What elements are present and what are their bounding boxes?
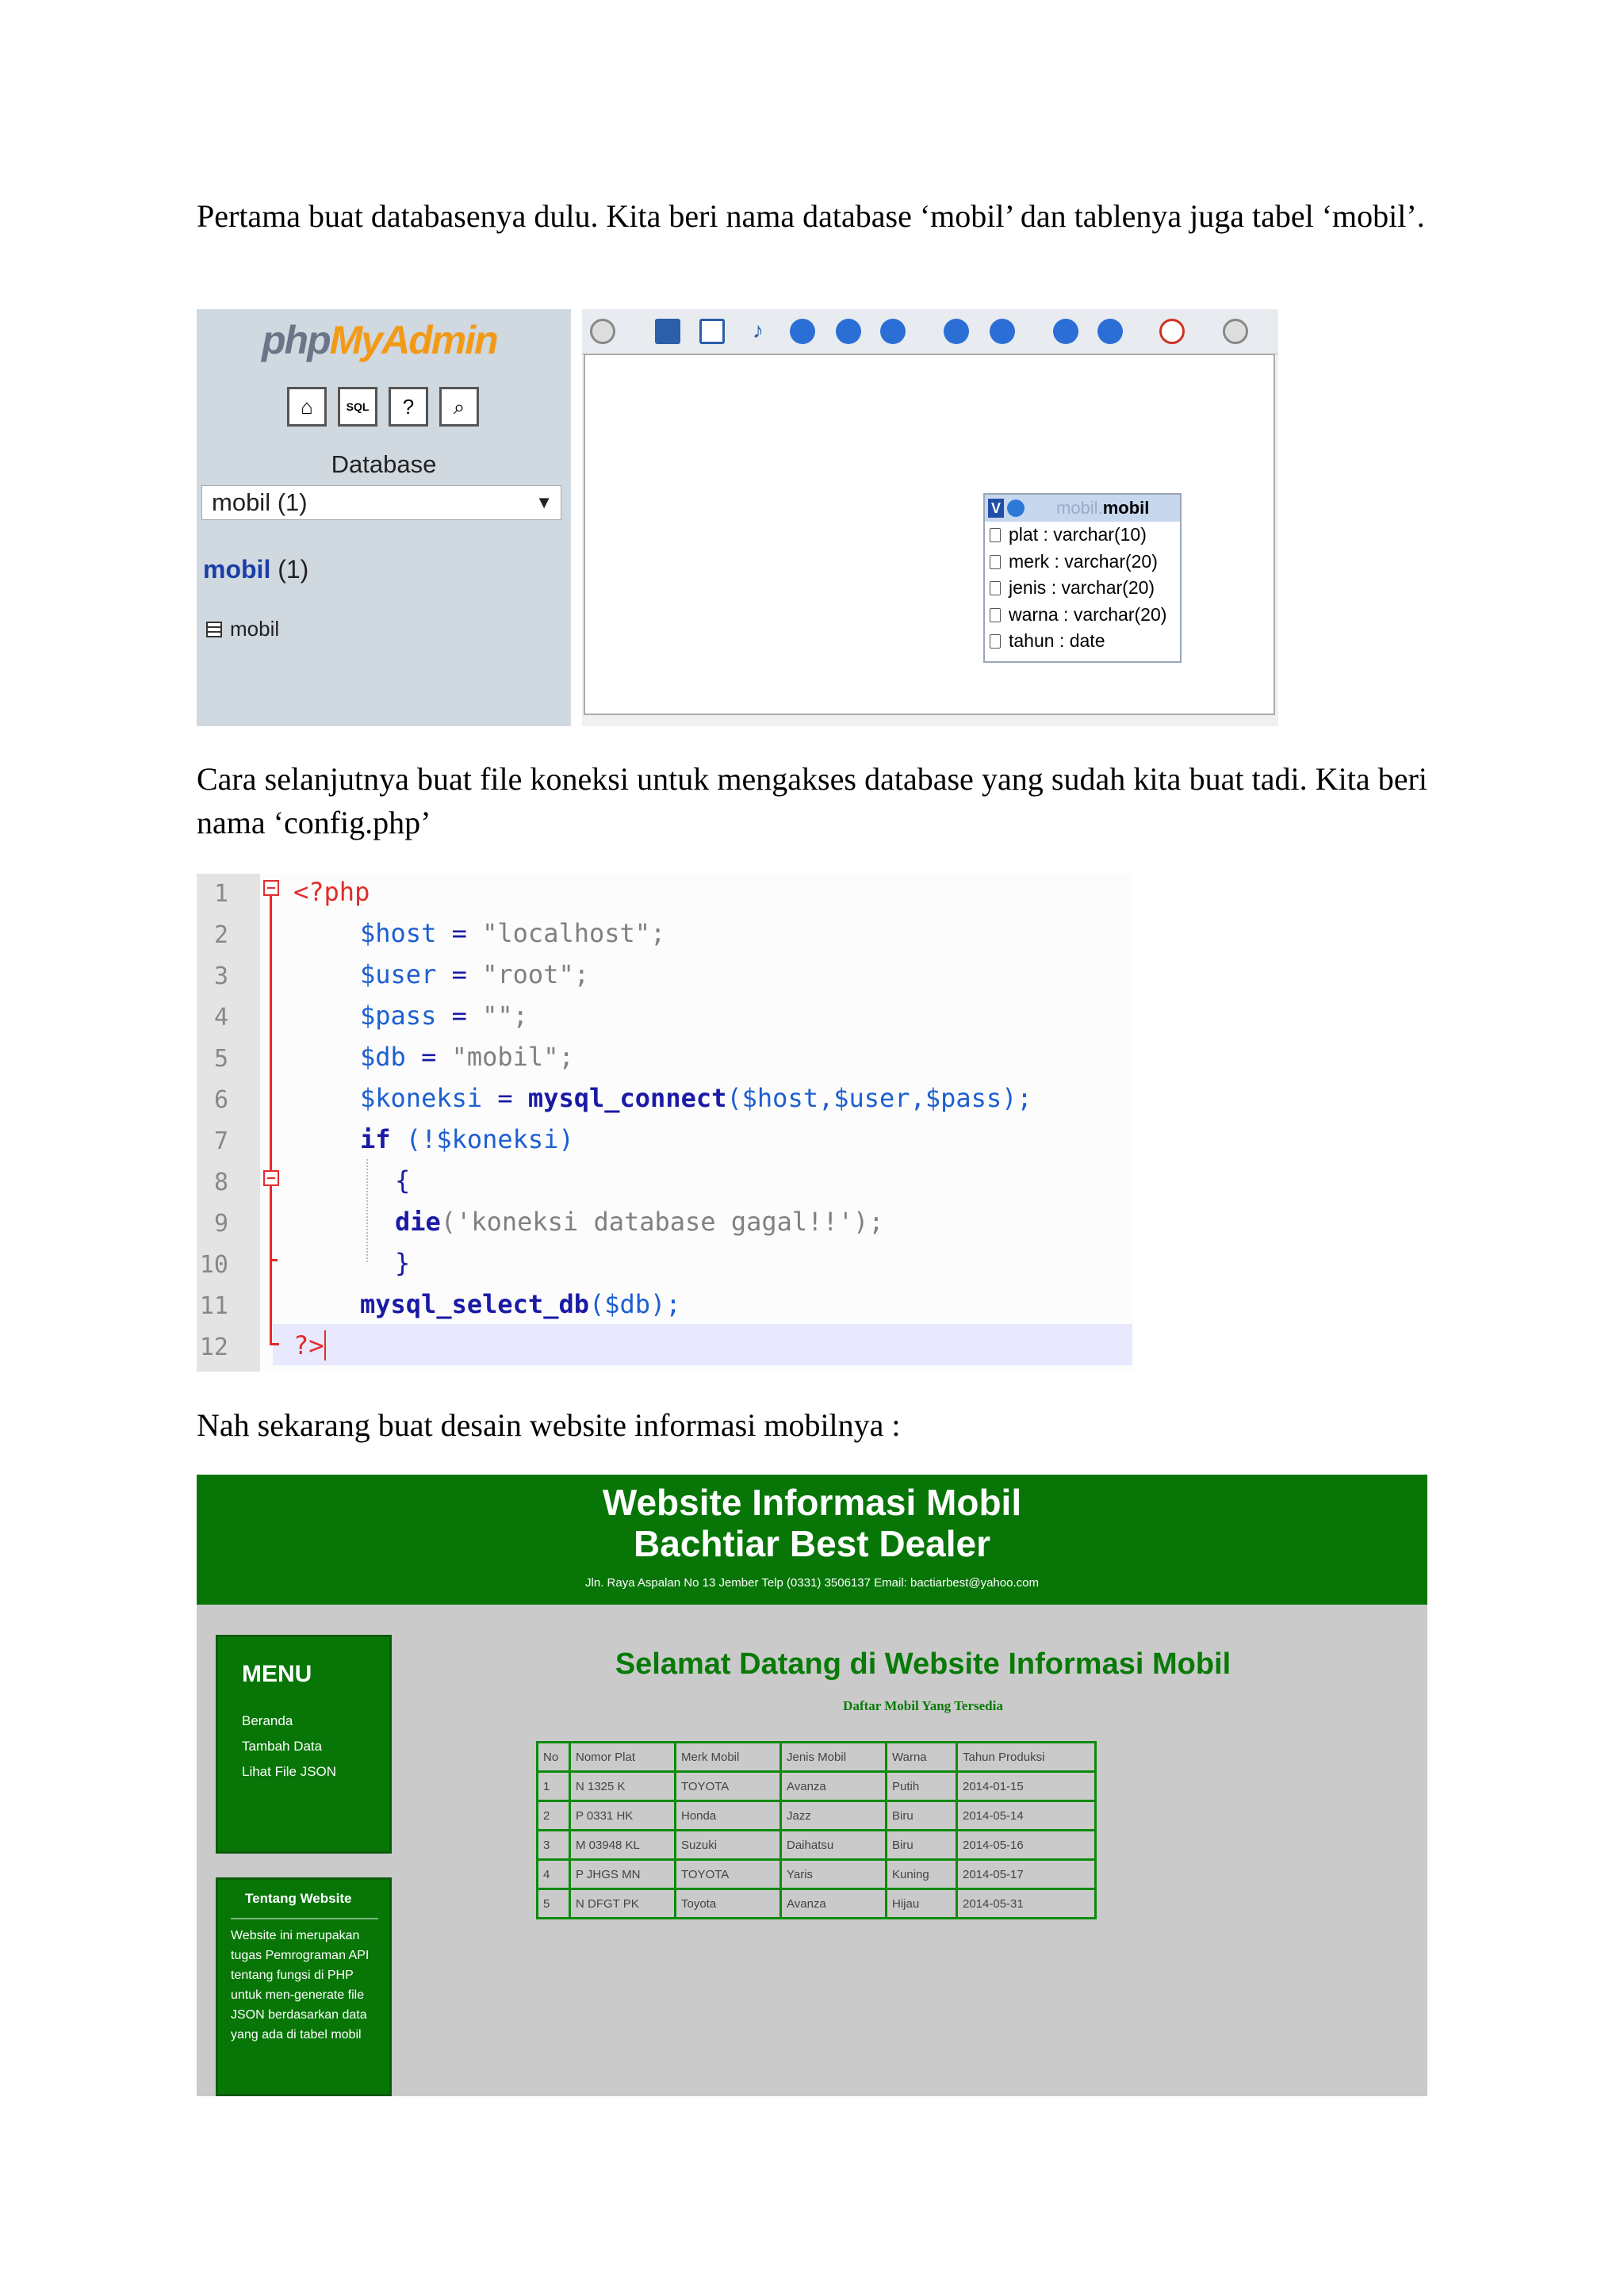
field-icon: [990, 608, 1001, 622]
menu-panel: [216, 1635, 392, 1854]
next-icon[interactable]: [1223, 319, 1248, 344]
column-header: No: [538, 1743, 570, 1772]
field-icon: [990, 555, 1001, 569]
table-cell: M 03948 KL: [570, 1831, 676, 1860]
relation-icon[interactable]: ♪: [753, 319, 764, 343]
designer-table-header[interactable]: V mobil.mobil: [985, 495, 1180, 522]
database-link[interactable]: mobil (1): [203, 555, 309, 584]
table-cell: P JHGS MN: [570, 1860, 676, 1889]
table-cell: N 1325 K: [570, 1772, 676, 1801]
table-cell: Yaris: [781, 1860, 887, 1889]
code-line-3[interactable]: $user = "root";: [360, 959, 589, 989]
line-number: 6: [213, 1086, 228, 1114]
design-paragraph: Nah sekarang buat desain website informasi mobilnya :: [197, 1407, 901, 1443]
designer-toolbar: [582, 309, 1278, 354]
table-cell: 4: [538, 1860, 570, 1889]
table-cell: Hijau: [887, 1889, 957, 1919]
line-number: 1: [213, 880, 228, 908]
table-cell: N DFGT PK: [570, 1889, 676, 1919]
line-number: 10: [199, 1251, 228, 1279]
code-line-9[interactable]: die('koneksi database gagal!!');: [395, 1207, 884, 1237]
field-row: warna : varchar(20): [985, 602, 1180, 629]
code-line-10[interactable]: }: [395, 1248, 411, 1278]
line-number: 12: [199, 1334, 228, 1361]
column-header: Warna: [887, 1743, 957, 1772]
grid-icon[interactable]: [990, 319, 1015, 344]
code-editor: [197, 874, 1132, 1372]
table-cell: 5: [538, 1889, 570, 1919]
table-cell: 2: [538, 1801, 570, 1831]
table-link[interactable]: mobil: [206, 617, 279, 641]
line-number: 3: [213, 962, 228, 990]
code-line-1[interactable]: <?php: [293, 877, 370, 907]
refresh-icon[interactable]: [790, 319, 815, 344]
code-line-11[interactable]: mysql_select_db($db);: [360, 1289, 681, 1319]
table-cell: Biru: [887, 1801, 957, 1831]
table-cell: Suzuki: [676, 1831, 781, 1860]
line-number: 7: [213, 1127, 228, 1155]
line-number: 4: [213, 1004, 228, 1031]
field-row: merk : varchar(20): [985, 549, 1180, 576]
fold-end: [270, 1259, 278, 1261]
help-icon[interactable]: ?: [389, 387, 428, 427]
designer-panel: [582, 309, 1278, 726]
site-header: [197, 1475, 1427, 1605]
table-cell: Biru: [887, 1831, 957, 1860]
menu-item-tambah-data[interactable]: Tambah Data: [242, 1739, 323, 1754]
column-header: Nomor Plat: [570, 1743, 676, 1772]
line-number: 2: [213, 921, 228, 949]
help-circle-icon[interactable]: [880, 319, 906, 344]
column-header: Jenis Mobil: [781, 1743, 887, 1772]
menu-item-lihat-json[interactable]: Lihat File JSON: [242, 1764, 337, 1779]
divider: [231, 1918, 378, 1919]
pdf-icon[interactable]: [1159, 319, 1185, 344]
table-cell: Honda: [676, 1801, 781, 1831]
reload-icon[interactable]: [836, 319, 861, 344]
table-row: [538, 1860, 1096, 1889]
table-icon: [206, 622, 222, 637]
small-tables-icon[interactable]: [1053, 319, 1078, 344]
table-cell: Putih: [887, 1772, 957, 1801]
table-cell: 2014-05-17: [957, 1860, 1096, 1889]
table-cell: 2014-05-16: [957, 1831, 1096, 1860]
table-cell: 1: [538, 1772, 570, 1801]
designer-table-mobil[interactable]: [983, 493, 1182, 663]
code-line-7[interactable]: if (!$koneksi): [360, 1124, 574, 1154]
about-title: Tentang Website: [245, 1891, 352, 1906]
phpmyadmin-navigation: [197, 309, 571, 726]
table-cell: Avanza: [781, 1772, 887, 1801]
table-row: [538, 1801, 1096, 1831]
line-number: 9: [213, 1210, 228, 1238]
code-line-5[interactable]: $db = "mobil";: [360, 1042, 574, 1072]
table-caption: Daftar Mobil Yang Tersedia: [843, 1698, 1003, 1713]
table-row: [538, 1772, 1096, 1801]
intro-paragraph: Pertama buat databasenya dulu. Kita beri nama database ‘mobil’ dan tablenya juga tabel ‘mobil’.: [197, 198, 1425, 234]
dropdown-arrow-icon: ▼: [535, 492, 553, 512]
code-line-4[interactable]: $pass = "";: [360, 1001, 528, 1031]
table-cell: TOYOTA: [676, 1860, 781, 1889]
field-row: jenis : varchar(20): [985, 575, 1180, 602]
field-row: plat : varchar(10): [985, 522, 1180, 549]
about-text: Website ini merupakan tugas Pemrograman API tentang fungsi di PHP untuk men-generate file JSON berdasarkan data yang ada di tabel mobil: [231, 1929, 370, 2042]
menu-item-beranda[interactable]: Beranda: [242, 1713, 293, 1728]
table-cell: 2014-05-14: [957, 1801, 1096, 1831]
fold-line: [270, 896, 272, 1343]
phpmyadmin-logo: phpMyAdmin: [262, 318, 497, 362]
sql-icon[interactable]: SQL: [338, 387, 377, 427]
line-number: 11: [199, 1292, 228, 1320]
field-row: tahun : date: [985, 628, 1180, 655]
database-select[interactable]: mobil (1) ▼: [201, 485, 561, 520]
config-paragraph: Cara selanjutnya buat file koneksi untuk mengakses database yang sudah kita buat tadi. Kita beri nama ‘config.php’: [197, 761, 1427, 840]
column-header: Tahun Produksi: [957, 1743, 1096, 1772]
docs-icon[interactable]: ⌕: [439, 387, 479, 427]
key-icon: [990, 528, 1001, 542]
site-title: Website Informasi Mobil: [602, 1482, 1022, 1523]
table-header-row: [538, 1743, 1096, 1772]
table-cell: Daihatsu: [781, 1831, 887, 1860]
indent-guide: [366, 1159, 368, 1262]
home-icon[interactable]: ⌂: [287, 387, 327, 427]
table-row: [538, 1889, 1096, 1919]
about-panel: [216, 1877, 392, 2096]
line-number: 8: [213, 1169, 228, 1196]
code-line-6[interactable]: $koneksi = mysql_connect($host,$user,$pass);: [360, 1083, 1032, 1113]
car-table: [536, 1741, 1097, 1919]
line-number: 5: [213, 1045, 228, 1073]
code-line-8[interactable]: {: [395, 1165, 411, 1196]
table-cell: 3: [538, 1831, 570, 1860]
date-field-icon: [990, 634, 1001, 649]
menu-title: MENU: [242, 1661, 312, 1687]
v-icon[interactable]: V: [988, 499, 1004, 518]
table-cell: Kuning: [887, 1860, 957, 1889]
website-screenshot: [197, 1475, 1427, 2096]
site-subtitle: Bachtiar Best Dealer: [634, 1523, 990, 1564]
column-header: Merk Mobil: [676, 1743, 781, 1772]
designer-canvas[interactable]: [584, 354, 1275, 715]
field-icon: [990, 581, 1001, 595]
fold-toggle-icon[interactable]: [263, 1170, 279, 1186]
table-cell: TOYOTA: [676, 1772, 781, 1801]
page-icon[interactable]: [699, 319, 725, 344]
save-icon[interactable]: [655, 319, 680, 344]
table-cell: 2014-01-15: [957, 1772, 1096, 1801]
angular-links-icon[interactable]: [944, 319, 969, 344]
code-line-12[interactable]: ?>: [293, 1330, 324, 1360]
big-tables-icon[interactable]: [1097, 319, 1123, 344]
site-address: Jln. Raya Aspalan No 13 Jember Telp (0331) 3506137 Email: bactiarbest@yahoo.com: [585, 1576, 1039, 1590]
current-line-highlight: [273, 1324, 1132, 1365]
fold-toggle-icon[interactable]: [263, 880, 279, 896]
table-cell: P 0331 HK: [570, 1801, 676, 1831]
table-cell: Avanza: [781, 1889, 887, 1919]
table-row: [538, 1831, 1096, 1860]
gear-icon[interactable]: [1007, 499, 1025, 517]
table-cell: Jazz: [781, 1801, 887, 1831]
table-cell: Toyota: [676, 1889, 781, 1919]
code-line-2[interactable]: $host = "localhost";: [360, 918, 666, 948]
welcome-heading: Selamat Datang di Website Informasi Mobil: [615, 1647, 1231, 1681]
toggle-icon[interactable]: [590, 319, 615, 344]
table-cell: 2014-05-31: [957, 1889, 1096, 1919]
database-label: Database: [331, 450, 437, 478]
fold-end: [270, 1343, 279, 1345]
